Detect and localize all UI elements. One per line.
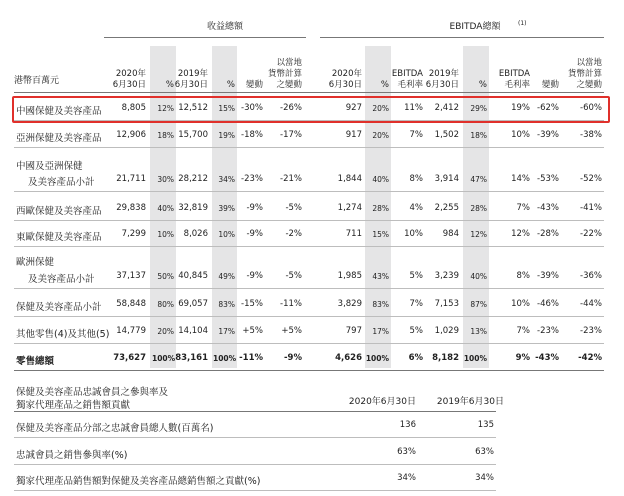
table-cell-rev2020: 8,805 (121, 103, 146, 113)
table-cell-eblocal: -60% (580, 103, 602, 113)
table-cell-eb2019p: 40% (470, 272, 487, 281)
table-cell-rev2020: 29,838 (116, 203, 146, 213)
table-cell-ebchg: -39% (537, 271, 559, 281)
column-header-revlocal: 貨幣計算 (267, 69, 302, 79)
table-cell-rev2020p: 10% (157, 230, 174, 239)
row-label: 及美容產品小計 (28, 177, 95, 188)
table-cell-ebm2019: 12% (511, 229, 530, 239)
table-cell-rev2019p: 17% (218, 327, 235, 336)
loyalty-row-label: 忠誠會員之銷售參與率(%) (16, 450, 128, 461)
loyalty-row-value: 34% (475, 473, 494, 483)
table-cell-revchg: -18% (241, 130, 263, 140)
column-header-rev2019: 2019年 (177, 69, 208, 79)
table-cell-rev2020: 14,779 (116, 326, 146, 336)
row-separator (14, 316, 604, 317)
column-header-rev2020p: % (165, 80, 174, 90)
table-cell-ebm2020: 6% (408, 353, 423, 363)
table-cell-rev2019: 12,512 (178, 103, 208, 113)
row-separator (14, 343, 604, 344)
table-cell-rev2019: 40,845 (178, 271, 208, 281)
column-header-eblocal: 以當地 (576, 58, 602, 68)
table-cell-ebm2019: 10% (511, 299, 530, 309)
column-header-ebchg: 變動 (541, 80, 559, 90)
table-cell-ebchg: -43% (537, 203, 559, 213)
table-cell-eb2019: 3,239 (434, 271, 459, 281)
table-cell-eb2019p: 13% (470, 327, 487, 336)
loyalty-row-separator (14, 464, 496, 465)
table-cell-rev2019: 83,161 (175, 353, 208, 363)
table-cell-rev2019p: 19% (218, 131, 235, 140)
row-label: 西歐保健及美容產品 (16, 206, 102, 217)
column-header-eb2019p: % (478, 80, 487, 90)
column-header-eblocal: 之變動 (576, 80, 602, 90)
row-label: 及美容產品小計 (28, 274, 95, 285)
table-cell-eb2020p: 40% (372, 175, 389, 184)
table-cell-eblocal: -36% (580, 271, 602, 281)
table-cell-rev2019: 69,057 (178, 299, 208, 309)
table-cell-ebm2019: 19% (511, 103, 530, 113)
loyalty-row-value: 135 (477, 420, 494, 430)
table-cell-revlocal: +5% (281, 326, 302, 336)
table-cell-rev2019: 28,212 (178, 174, 208, 184)
table-cell-eb2019p: 29% (470, 104, 487, 113)
table-cell-ebm2019: 10% (511, 130, 530, 140)
column-header-ebm2020: EBITDA (391, 69, 423, 79)
table-cell-rev2019p: 15% (218, 104, 235, 113)
row-separator (14, 191, 604, 192)
table-cell-eb2020p: 20% (372, 131, 389, 140)
table-cell-revlocal: -21% (280, 174, 302, 184)
table-cell-rev2020p: 100% (152, 354, 176, 363)
table-cell-revchg: -11% (239, 353, 263, 363)
table-cell-revchg: -9% (246, 203, 263, 213)
table-cell-rev2020p: 50% (157, 272, 174, 281)
table-cell-ebchg: -53% (537, 174, 559, 184)
table-cell-eb2020: 797 (345, 326, 362, 336)
table-cell-rev2019p: 83% (218, 300, 235, 309)
table-cell-eb2020p: 100% (365, 354, 389, 363)
table-cell-eb2019p: 12% (470, 230, 487, 239)
row-label-header: 港幣百萬元 (14, 76, 60, 86)
table-cell-eblocal: -38% (580, 130, 602, 140)
table-cell-eb2019: 3,914 (434, 174, 459, 184)
ebitda-note-marker: (1) (518, 20, 527, 27)
loyalty-row-separator (14, 437, 496, 438)
table-cell-revlocal: -5% (285, 203, 302, 213)
loyalty-header-rule (14, 411, 496, 412)
table-cell-revlocal: -26% (280, 103, 302, 113)
column-header-eb2020: 6月30日 (328, 80, 362, 90)
table-cell-eb2020p: 20% (372, 104, 389, 113)
table-cell-eb2020: 3,829 (337, 299, 362, 309)
table-cell-ebm2020: 8% (409, 174, 423, 184)
table-cell-rev2020p: 20% (157, 327, 174, 336)
row-separator (14, 220, 604, 221)
table-cell-rev2020: 7,299 (121, 229, 146, 239)
row-separator (14, 147, 604, 148)
table-cell-revchg: -23% (241, 174, 263, 184)
table-cell-rev2019p: 100% (213, 354, 237, 363)
table-cell-eb2020: 927 (345, 103, 362, 113)
table-cell-rev2019: 14,104 (178, 326, 208, 336)
table-cell-rev2020p: 18% (157, 131, 174, 140)
table-cell-eb2020p: 28% (372, 204, 389, 213)
column-header-revlocal: 以當地 (276, 58, 302, 68)
loyalty-title: 保健及美容產品忠誠會員之參與率及 (16, 387, 169, 398)
table-cell-rev2020p: 80% (157, 300, 174, 309)
table-cell-ebchg: -62% (537, 103, 559, 113)
table-cell-eb2020p: 15% (372, 230, 389, 239)
table-cell-ebm2019: 8% (516, 271, 530, 281)
row-label: 東歐保健及美容產品 (16, 232, 102, 243)
table-cell-revlocal: -5% (285, 271, 302, 281)
table-cell-rev2020: 58,848 (116, 299, 146, 309)
table-cell-eb2019p: 47% (470, 175, 487, 184)
column-header-eb2020p: % (380, 80, 389, 90)
revenue-group-header: 收益總額 (206, 22, 243, 32)
table-cell-eb2020p: 43% (372, 272, 389, 281)
table-cell-eblocal: -44% (580, 299, 602, 309)
table-cell-rev2020p: 12% (157, 104, 174, 113)
table-cell-rev2019p: 39% (218, 204, 235, 213)
table-cell-eb2019: 1,502 (434, 130, 459, 140)
table-cell-ebm2020: 7% (409, 130, 423, 140)
row-separator (14, 246, 604, 247)
row-label: 零售總額 (16, 356, 55, 367)
table-cell-eb2020: 1,844 (337, 174, 362, 184)
loyalty-title: 獨家代理產品之銷售額貢獻 (16, 400, 131, 411)
table-cell-rev2019p: 10% (218, 230, 235, 239)
table-cell-eb2020: 4,626 (335, 353, 362, 363)
table-cell-rev2020: 21,711 (116, 174, 146, 184)
table-cell-eblocal: -22% (580, 229, 602, 239)
loyalty-column-header: 2019年6月30日 (436, 397, 504, 407)
table-cell-rev2020: 73,627 (113, 353, 146, 363)
loyalty-row-separator (14, 490, 496, 491)
table-cell-eb2019: 8,182 (432, 353, 459, 363)
table-cell-ebchg: -23% (537, 326, 559, 336)
table-cell-revchg: +5% (242, 326, 263, 336)
table-cell-eb2019: 984 (442, 229, 459, 239)
table-cell-ebchg: -28% (537, 229, 559, 239)
table-cell-eb2019p: 18% (470, 131, 487, 140)
loyalty-row-value: 63% (397, 447, 416, 457)
table-cell-revchg: -30% (241, 103, 263, 113)
loyalty-row-value: 136 (399, 420, 416, 430)
row-label: 中國保健及美容產品 (16, 106, 102, 117)
row-label: 亞洲保健及美容產品 (16, 133, 102, 144)
table-cell-eblocal: -41% (580, 203, 602, 213)
table-bottom-rule (14, 370, 604, 371)
row-label: 中國及亞洲保健 (16, 161, 83, 172)
table-cell-rev2020p: 40% (157, 204, 174, 213)
table-cell-revchg: -9% (246, 229, 263, 239)
table-cell-eb2020: 1,985 (337, 271, 362, 281)
table-cell-ebm2020: 4% (409, 203, 423, 213)
column-header-eblocal: 貨幣計算 (567, 69, 602, 79)
column-header-eb2020: 2020年 (331, 69, 362, 79)
table-cell-eb2020p: 83% (372, 300, 389, 309)
table-cell-ebm2020: 5% (409, 326, 423, 336)
ebitda-group-header: EBITDA總額 (449, 22, 501, 32)
table-cell-rev2019: 8,026 (183, 229, 208, 239)
column-header-rev2019: 6月30日 (174, 80, 208, 90)
highlight-box (12, 96, 610, 123)
row-separator (14, 288, 604, 289)
column-header-ebm2019: EBITDA (498, 69, 530, 79)
loyalty-row-label: 保健及美容產品分部之忠誠會員總人數(百萬名) (16, 423, 214, 434)
table-cell-eb2019: 7,153 (434, 299, 459, 309)
table-cell-eb2019: 1,029 (434, 326, 459, 336)
loyalty-column-header: 2020年6月30日 (348, 397, 416, 407)
table-cell-ebm2020: 10% (404, 229, 423, 239)
table-cell-eb2019p: 87% (470, 300, 487, 309)
table-cell-revchg: -15% (241, 299, 263, 309)
column-header-revlocal: 之變動 (276, 80, 302, 90)
table-cell-rev2019p: 49% (218, 272, 235, 281)
table-cell-eb2020p: 17% (372, 327, 389, 336)
table-cell-ebm2020: 11% (404, 103, 423, 113)
column-header-eb2019: 2019年 (428, 69, 459, 79)
loyalty-row-value: 63% (475, 447, 494, 457)
table-cell-eb2019: 2,255 (434, 203, 459, 213)
table-cell-revlocal: -9% (284, 353, 302, 363)
table-cell-ebm2020: 7% (409, 299, 423, 309)
column-header-rev2020: 6月30日 (112, 80, 146, 90)
table-cell-rev2019p: 34% (218, 175, 235, 184)
revenue-group-rule (104, 37, 306, 38)
ebitda-group-rule (320, 37, 604, 38)
column-header-ebm2020: 毛利率 (397, 80, 423, 90)
table-cell-eblocal: -52% (580, 174, 602, 184)
table-cell-ebm2019: 14% (511, 174, 530, 184)
table-cell-ebm2019: 9% (515, 353, 530, 363)
row-label: 其他零售(4)及其他(5) (16, 329, 110, 340)
table-cell-ebm2019: 7% (516, 326, 530, 336)
table-cell-rev2020p: 30% (157, 175, 174, 184)
loyalty-row-label: 獨家代理產品銷售額對保健及美容產品總銷售額之貢獻(%) (16, 476, 261, 487)
table-cell-revlocal: -17% (280, 130, 302, 140)
row-label: 歐洲保健 (16, 257, 55, 268)
table-cell-eb2020: 917 (345, 130, 362, 140)
table-cell-eblocal: -23% (580, 326, 602, 336)
table-cell-eb2019p: 100% (463, 354, 487, 363)
table-cell-rev2019: 32,819 (178, 203, 208, 213)
table-cell-eblocal: -42% (578, 353, 602, 363)
column-header-rev2019p: % (226, 80, 235, 90)
table-cell-eb2020: 711 (345, 229, 362, 239)
table-cell-ebm2020: 5% (409, 271, 423, 281)
table-cell-rev2020: 12,906 (116, 130, 146, 140)
row-label: 保健及美容產品小計 (16, 302, 102, 313)
table-cell-rev2020: 37,137 (116, 271, 146, 281)
table-cell-eb2019p: 28% (470, 204, 487, 213)
table-cell-ebchg: -46% (537, 299, 559, 309)
column-header-revchg: 變動 (245, 80, 263, 90)
table-cell-ebchg: -39% (537, 130, 559, 140)
column-header-eb2019: 6月30日 (425, 80, 459, 90)
table-cell-revlocal: -2% (285, 229, 302, 239)
table-cell-rev2019: 15,700 (178, 130, 208, 140)
column-header-ebm2019: 毛利率 (504, 80, 530, 90)
loyalty-row-value: 34% (397, 473, 416, 483)
table-cell-eb2020: 1,274 (337, 203, 362, 213)
table-cell-ebchg: -43% (535, 353, 559, 363)
table-cell-ebm2019: 7% (516, 203, 530, 213)
table-cell-eb2019: 2,412 (434, 103, 459, 113)
column-header-rev2020: 2020年 (115, 69, 146, 79)
table-cell-revlocal: -11% (280, 299, 302, 309)
table-cell-revchg: -9% (246, 271, 263, 281)
header-bottom-rule (14, 92, 604, 93)
